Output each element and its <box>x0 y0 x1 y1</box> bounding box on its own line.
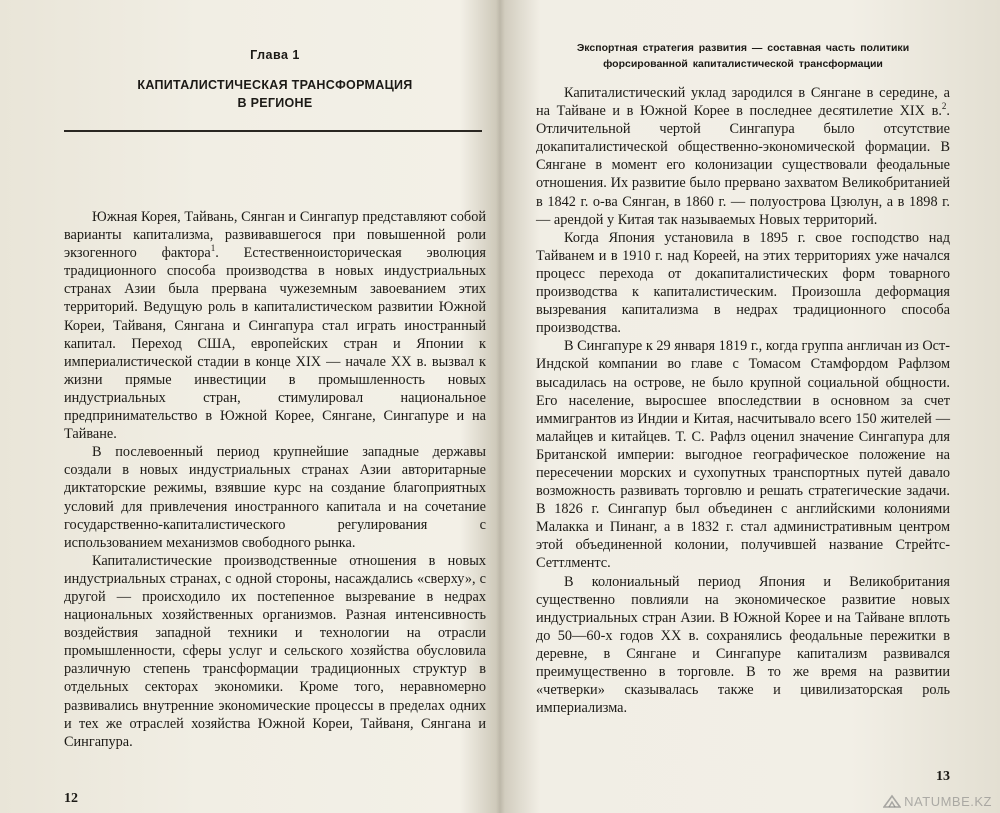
natumbe-logo-icon <box>883 794 901 808</box>
paragraph: В послевоенный период крупнейшие западные державы создали в новых индустриальных странах Азии авторитарные диктаторские режимы, взявшие курс на создание благоприятных условий для привлечения иностранного капитала и на сочетание государственно-капиталистического регулирования с использованием механизмов свободного рынка. <box>64 444 486 551</box>
page-number: 13 <box>936 769 950 784</box>
running-head <box>536 40 950 72</box>
paragraph-text: Капиталистический уклад зародился в Сянгане в середине, а на Тайване и в Южной Корее в последнее десятилетие XIX в. <box>536 85 950 120</box>
paragraph: В Сингапуре к 29 января 1819 г., когда группа англичан из Ост-Индской компании во главе с Томасом Стамфордом Рафлзом высадилась на острове, не было крупной социальной общности. Его население, выросшее впоследствии в основном за счет иммигрантов из Индии и Китая, насчитывало всего 150 жителей — малайцев и китайцев. Т. С. Рафлз оценил значение Сингапура для Британской империи: выгодное географическое положение на пересечении морских и сухопутных транспортных путей давало возможность развивать торговлю и решать стратегические задачи. В 1826 г. Сингапур был объединен с английскими колониями Малакка и Пинанг, а в 1832 г. стал административным центром этой объединенной колонии, получившей название Стрейтс-Сеттлментс. <box>536 338 950 572</box>
watermark-text: NATUMBE.KZ <box>904 794 992 809</box>
paragraph: Капиталистические производственные отношения в новых индустриальных странах, с одной стороны, насаждались «сверху», с другой — происходило их постепенное вызревание в недрах национальных хозяйственных организмов. Разная интенсивность воздействия западной техники и технологии на отрасли промышленности, сферы услуг и сельского хозяйства обусловила различную степень трансформации традиционных структур в отдельных секторах экономики. Кроме того, неравномерно развивались внутренние экономические процессы в пределах одних и тех же отраслей хозяйства Южной Кореи, Тайваня, Сянгана и Сингапура. <box>64 552 486 750</box>
chapter-number: Глава 1 <box>250 48 300 62</box>
right-page <box>500 0 1000 813</box>
running-head-line-1: Экспортная стратегия развития — составная часть политики <box>576 42 910 54</box>
chapter-rule <box>64 130 482 132</box>
footnote-marker: 2 <box>941 101 947 112</box>
paragraph-continuation: . Естественноисторическая эволюция традиционного способа производства в новых индустриальных странах Азии была прервана чужеземным завоеванием этих территорий. Ведущую роль в капиталистическом развитии Южной Кореи, Тайваня, Сянгана и Сингапура стал играть иностранный капитал. Переход США, европейских стран и Японии к империалистической стадии в конце XIX — начале XX в. вызвал к жизни прямые инвестиции в промышленность новых индустриальных стран, стимулировал национальное предпринимательство в Южной Корее, Сянгане, Сингапуре и на Тайване. <box>64 245 486 443</box>
chapter-title-line-1: КАПИТАЛИСТИЧЕСКАЯ ТРАНСФОРМАЦИЯ <box>137 78 413 92</box>
watermark <box>883 794 992 809</box>
paragraph <box>64 208 486 443</box>
paragraph-text: Южная Корея, Тайвань, Сянган и Сингапур представляют собой варианты капитализма, развивавшегося при повышенной роли экзогенного фактора <box>64 209 486 262</box>
footnote-marker: 1 <box>210 243 216 254</box>
paragraph: В колониальный период Япония и Великобритания существенно повлияли на экономическое развитие новых индустриальных стран Азии. В Южной Корее и на Тайване вплоть до 50—60-х годов XX в. сохранялись феодальные пережитки в деревне, в Сянгане и Сингапуре капитализм развивался преимущественно в торговле. В то же время на развитии «четверки» сказывалась также и цивилизаторская роль империализма. <box>536 573 950 717</box>
paragraph <box>536 84 950 229</box>
chapter-title-line-2: В РЕГИОНЕ <box>237 96 313 110</box>
page-number: 12 <box>64 791 78 806</box>
left-page-body <box>64 208 486 751</box>
chapter-title <box>64 76 486 112</box>
paragraph-continuation: . Отличительной чертой Сингапура было отсутствие докапиталистической общественно-экономической формации. В Сянгане в момент его колонизации существовали феодальные отношения. Их развитие было прервано захватом Великобританией в 1842 г. о-ва Сянган, в 1860 г. — полуострова Цзюлун, а в 1898 г. — арендой у Китая так называемых Новых территорий. <box>536 103 950 228</box>
right-page-body <box>536 84 950 717</box>
running-head-line-2: форсированной капиталистической трансформации <box>603 58 883 70</box>
paragraph: Когда Япония установила в 1895 г. свое господство над Тайванем и в 1910 г. над Кореей, на этих территориях уже начался процесс перехода от докапиталистических форм товарного производства к капиталистическим. Произошла деформация вызревания капитализма в недрах традиционного способа производства. <box>536 229 950 337</box>
